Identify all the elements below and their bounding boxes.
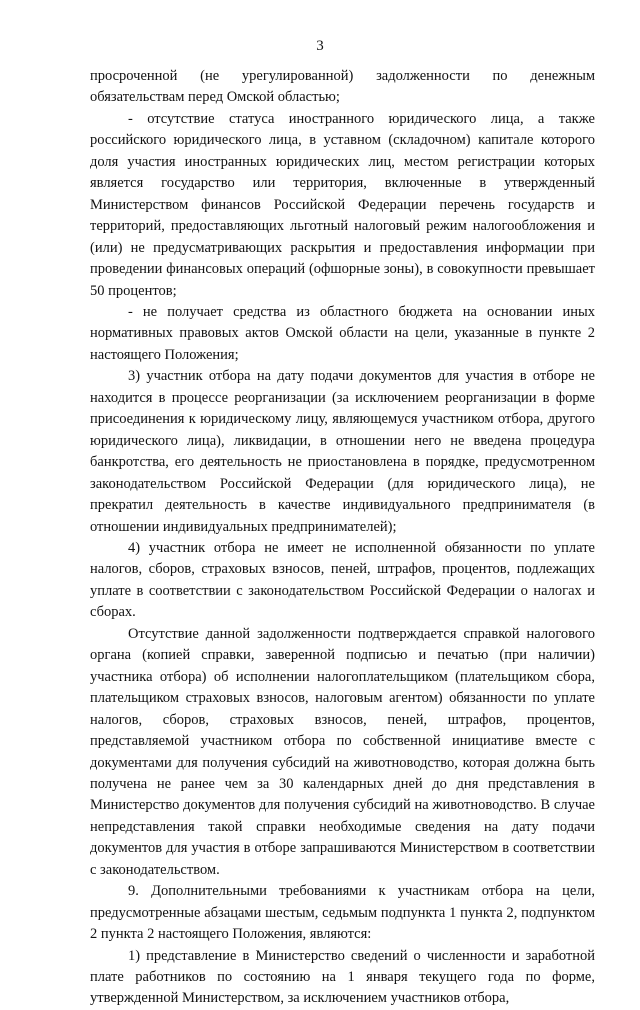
paragraph-regional-budget-funds: - не получает средства из областного бюджета на основании иных нормативных правовых актов Омской области на цели, указанные в пункте 2 настоящего Положения;: [90, 303, 595, 363]
paragraph-employee-info: 1) представление в Министерство сведений о численности и заработной плате работников по состоянию на 1 января текущего года по форме, утвержденной Министерством, за исключением участников отбора,: [90, 947, 595, 1007]
document-body: [90, 66, 595, 1010]
paragraph-reorganization: 3) участник отбора на дату подачи документов для участия в отборе не находится в процессе реорганизации (за исключением реорганизации в форме присоединения к юридическому лицу, являющемуся участником отбора, другого юридического лица), ликвидации, в отношении него не введена процедура банкротства, его деятельность не приостановлена в порядке, предусмотренном законодательством Российской Федерации (для юридического лица), не прекратил деятельность в качестве индивидуального предпринимателя (в отношении индивидуальных предпринимателей);: [90, 368, 595, 535]
paragraph-foreign-entity-status: - отсутствие статуса иностранного юридического лица, а также российского юридического лица, в уставном (складочном) капитале которого доля участия иностранных юридических лиц, местом регистрации которых является государство или территория, включенные в утвержденный Министерством финансов Российской Федерации перечень государств и территорий, предоставляющих льготный налоговый режим налогообложения и (или) не предусматривающих раскрытия и предоставления информации при проведении финансовых операций (офшорные зоны), в совокупности превышает 50 процентов;: [90, 110, 595, 299]
paragraph-tax-obligations: 4) участник отбора не имеет не исполненной обязанности по уплате налогов, сборов, страховых взносов, пеней, штрафов, процентов, подлежащих уплате в соответствии с законодательством Российской Федерации о налогах и сборах.: [90, 539, 595, 621]
paragraph-debt-certificate: Отсутствие данной задолженности подтверждается справкой налогового органа (копией справки, заверенной подписью и печатью (при наличии) участника отбора) об исполнении налогоплательщиком (плательщиком сбора, плательщиком страховых взносов, налоговым агентом) обязанности по уплате налогов, сборов, страховых взносов, пеней, штрафов, процентов, представляемой участником отбора по собственной инициативе вместе с документами для получения субсидий на животноводство, которая должна быть получена не ранее чем за 30 календарных дней до дня представления в Министерство документов для получения субсидий на животноводство. В случае непредставления такой справки необходимые сведения на дату подачи документов для участия в отборе запрашиваются Министерством в соответствии с законодательством.: [90, 625, 595, 878]
page-number: 3: [316, 38, 324, 54]
paragraph-additional-requirements: 9. Дополнительными требованиями к участникам отбора на цели, предусмотренные абзацами шестым, седьмым подпункта 1 пункта 2, подпунктом 2 пункта 2 настоящего Положения, являются:: [90, 883, 595, 943]
paragraph-continuation: просроченной (не урегулированной) задолженности по денежным обязательствам перед Омской областью;: [90, 68, 595, 106]
